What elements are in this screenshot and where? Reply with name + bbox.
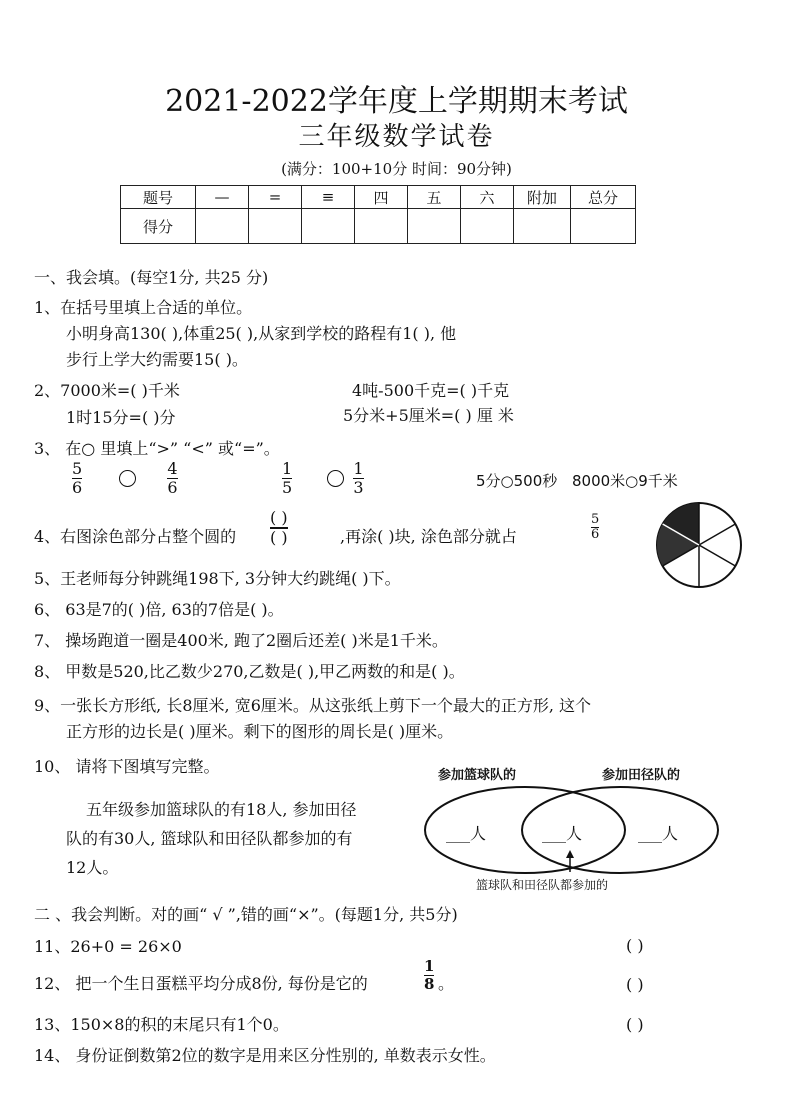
exam-subtitle: 三年级数学试卷 bbox=[298, 122, 495, 152]
score-header-cell: = bbox=[249, 186, 302, 209]
score-input-cell[interactable] bbox=[249, 209, 302, 244]
score-header-cell: 五 bbox=[408, 186, 461, 209]
q4-text-b: ,再涂( )块, 涂色部分就占 bbox=[340, 527, 517, 546]
q12-answer-paren[interactable]: ( ) bbox=[626, 975, 644, 994]
score-input-cell[interactable] bbox=[355, 209, 408, 244]
score-header-cell: 六 bbox=[461, 186, 514, 209]
section1-heading: 一、我会填。(每空1分, 共25 分) bbox=[34, 268, 269, 287]
q4-text-a: 4、右图涂色部分占整个圆的 bbox=[34, 527, 237, 546]
q9-line1: 9、一张长方形纸, 长8厘米, 宽6厘米。从这张纸上剪下一个最大的正方形, 这个 bbox=[34, 696, 592, 715]
section2-heading: 二 、我会判断。对的画“ √ ”,错的画“×”。(每题1分, 共5分) bbox=[34, 905, 458, 924]
score-input-cell[interactable] bbox=[571, 209, 636, 244]
q4-fraction: $\frac{5}{6}$ bbox=[591, 512, 600, 543]
score-header-cell: 题号 bbox=[121, 186, 196, 209]
venn-right-label: 参加田径队的 bbox=[602, 768, 681, 783]
q11-answer-paren[interactable]: ( ) bbox=[626, 936, 644, 955]
fraction: $\frac{5}{6}$ bbox=[72, 459, 83, 497]
venn-right-blank[interactable]: ___人 bbox=[638, 824, 679, 843]
q3-compare-2 bbox=[282, 460, 364, 496]
q1-line2: 小明身高130( ),体重25( ),从家到学校的路程有1( ), 他 bbox=[66, 324, 457, 343]
q6: 6、 63是7的( )倍, 63的7倍是( )。 bbox=[34, 600, 284, 619]
fraction: $\frac{4}{6}$ bbox=[167, 459, 178, 497]
q10-p3: 12人。 bbox=[66, 858, 119, 877]
q7: 7、 操场跑道一圈是400米, 跑了2圈后还差( )米是1千米。 bbox=[34, 631, 448, 650]
q2-b: 4吨-500千克=( )千克 bbox=[352, 381, 510, 400]
fraction: $\frac{1}{3}$ bbox=[353, 459, 364, 497]
q12-text: 12、 把一个生日蛋糕平均分成8份, 每份是它的 bbox=[34, 974, 368, 993]
venn-left-label: 参加篮球队的 bbox=[438, 768, 517, 783]
venn-bottom-label: 篮球队和田径队都参加的 bbox=[476, 878, 609, 892]
q14: 14、 身份证倒数第2位的数字是用来区分性别的, 单数表示女性。 bbox=[34, 1046, 496, 1065]
q13-answer-paren[interactable]: ( ) bbox=[626, 1015, 644, 1034]
q2-c: 1时15分=( )分 bbox=[66, 408, 176, 427]
q2-d: 5分米+5厘米=( ) 厘 米 bbox=[343, 406, 514, 425]
q13: 13、150×8的积的末尾只有1个0。 bbox=[34, 1015, 289, 1034]
exam-info: (满分：100+10分 时间：90分钟) bbox=[281, 160, 512, 178]
score-header-cell: — bbox=[196, 186, 249, 209]
pie-circle-figure bbox=[654, 500, 744, 590]
score-input-cell[interactable] bbox=[514, 209, 571, 244]
q4-fraction-blank: $\frac{( )}{( )}$ bbox=[270, 508, 288, 547]
q8: 8、 甲数是520,比乙数少270,乙数是( ),甲乙两数的和是( )。 bbox=[34, 662, 465, 681]
q3-compare-4: 8000米○9千米 bbox=[572, 472, 678, 490]
venn-middle-blank[interactable]: ___人 bbox=[542, 824, 583, 843]
q10-line1: 10、 请将下图填写完整。 bbox=[34, 757, 220, 776]
score-input-cell[interactable] bbox=[408, 209, 461, 244]
q2-a: 2、7000米=( )千米 bbox=[34, 381, 180, 400]
score-row-label: 得分 bbox=[121, 209, 196, 244]
q3-compare-3: 5分○500秒 bbox=[476, 472, 558, 490]
score-table bbox=[120, 185, 636, 244]
score-header-cell: ≡ bbox=[302, 186, 355, 209]
score-input-cell[interactable] bbox=[461, 209, 514, 244]
q1-line3: 步行上学大约需要15( )。 bbox=[66, 350, 248, 369]
q5: 5、王老师每分钟跳绳198下, 3分钟大约跳绳( )下。 bbox=[34, 569, 401, 588]
exam-title: 2021-2022学年度上学期期末考试 bbox=[165, 84, 628, 119]
score-input-cell[interactable] bbox=[302, 209, 355, 244]
fraction: $\frac{1}{5}$ bbox=[282, 459, 293, 497]
score-header-cell: 附加 bbox=[514, 186, 571, 209]
q12-end: 。 bbox=[438, 974, 455, 993]
score-input-cell[interactable] bbox=[196, 209, 249, 244]
q10-p2: 队的有30人, 篮球队和田径队都参加的有 bbox=[66, 829, 353, 848]
compare-circle[interactable] bbox=[327, 470, 344, 487]
q3-text: 3、 在○ 里填上“>” “<” 或“=”。 bbox=[34, 439, 280, 458]
q11: 11、26+0 = 26×0 bbox=[34, 937, 182, 956]
q1-line1: 1、在括号里填上合适的单位。 bbox=[34, 298, 253, 317]
q3-compare-1 bbox=[72, 460, 178, 496]
compare-circle[interactable] bbox=[119, 470, 136, 487]
q10-p1: 五年级参加篮球队的有18人, 参加田径 bbox=[86, 800, 357, 819]
score-header-cell: 总分 bbox=[571, 186, 636, 209]
score-header-cell: 四 bbox=[355, 186, 408, 209]
q12-fraction: $\frac{1}{8}$ bbox=[424, 957, 435, 993]
q9-line2: 正方形的边长是( )厘米。剩下的图形的周长是( )厘米。 bbox=[66, 722, 454, 741]
venn-left-blank[interactable]: ___人 bbox=[446, 824, 487, 843]
